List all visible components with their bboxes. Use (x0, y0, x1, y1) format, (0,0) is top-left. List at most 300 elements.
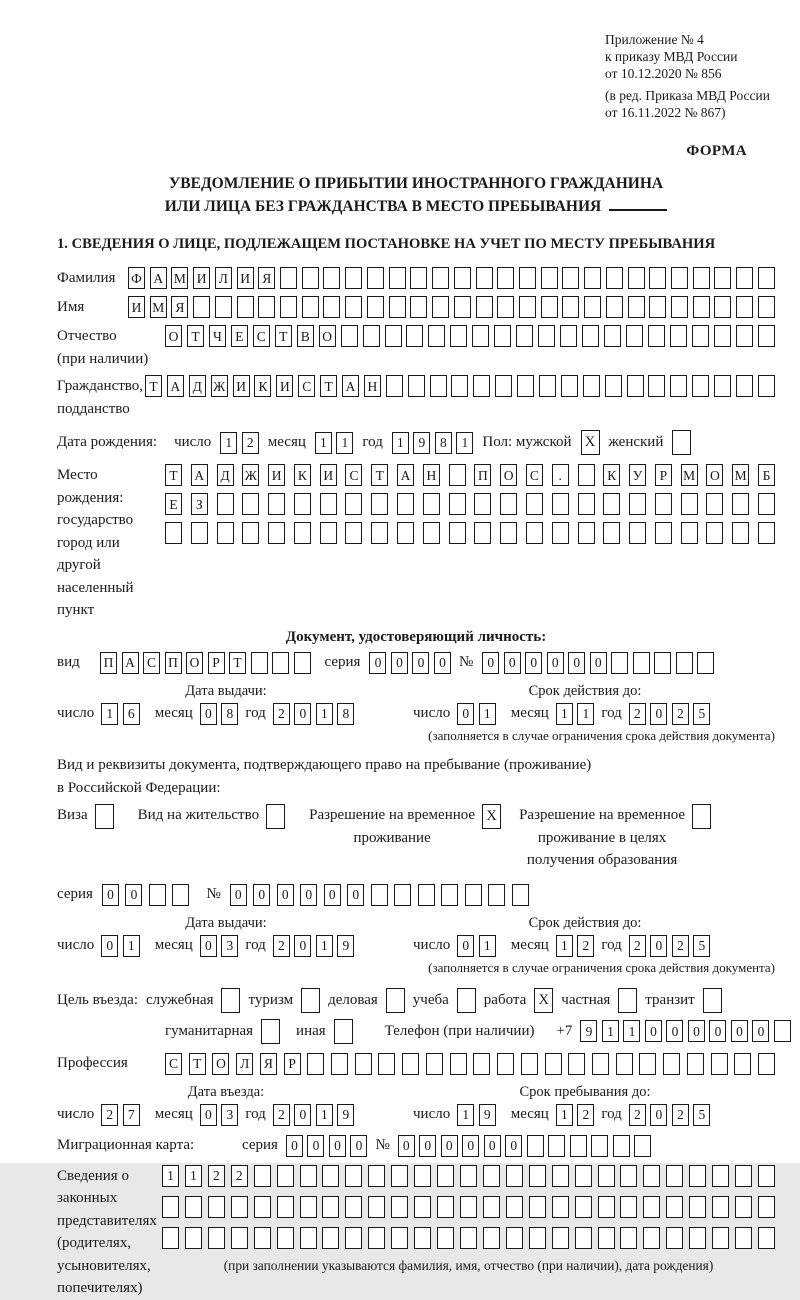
char-cell[interactable] (474, 522, 491, 544)
char-cell[interactable]: Ч (209, 325, 226, 347)
char-cell[interactable] (512, 884, 529, 906)
char-cell[interactable] (368, 1227, 385, 1249)
char-cell[interactable] (529, 1165, 546, 1187)
char-cell[interactable] (217, 493, 234, 515)
char-cell[interactable]: С (143, 652, 160, 674)
char-cell[interactable]: 0 (294, 1104, 311, 1126)
char-cell[interactable] (693, 267, 710, 289)
char-cell[interactable]: 1 (316, 703, 333, 725)
char-cell[interactable] (149, 884, 166, 906)
char-cell[interactable] (450, 1053, 467, 1075)
char-cell[interactable]: А (167, 375, 184, 397)
char-cell[interactable] (258, 296, 275, 318)
char-cell[interactable]: К (603, 464, 620, 486)
char-cell[interactable]: 1 (602, 1020, 619, 1042)
char-cell[interactable]: Ж (211, 375, 228, 397)
char-cell[interactable] (758, 1165, 775, 1187)
char-cell[interactable] (345, 1196, 362, 1218)
char-cell[interactable] (391, 1196, 408, 1218)
char-cell[interactable]: С (345, 464, 362, 486)
char-cell[interactable]: 0 (200, 935, 217, 957)
char-cell[interactable]: 0 (102, 884, 119, 906)
char-cell[interactable] (294, 522, 311, 544)
char-cell[interactable]: 9 (479, 1104, 496, 1126)
char-cell[interactable]: М (150, 296, 167, 318)
char-cell[interactable] (575, 1227, 592, 1249)
char-cell[interactable]: Т (275, 325, 292, 347)
char-cell[interactable]: 0 (253, 884, 270, 906)
char-cell[interactable]: И (237, 267, 254, 289)
char-cell[interactable] (628, 267, 645, 289)
char-cell[interactable] (603, 522, 620, 544)
char-cell[interactable] (185, 1227, 202, 1249)
char-cell[interactable] (526, 522, 543, 544)
char-cell[interactable]: 0 (688, 1020, 705, 1042)
char-cell[interactable] (268, 493, 285, 515)
char-cell[interactable] (497, 267, 514, 289)
char-cell[interactable] (410, 267, 427, 289)
char-cell[interactable] (712, 1196, 729, 1218)
char-cell[interactable] (465, 884, 482, 906)
char-cell[interactable]: Т (165, 464, 182, 486)
char-cell[interactable]: 8 (221, 703, 238, 725)
char-cell[interactable] (545, 1053, 562, 1075)
char-cell[interactable] (437, 1227, 454, 1249)
char-cell[interactable] (497, 296, 514, 318)
char-cell[interactable] (634, 1135, 651, 1157)
char-cell[interactable] (460, 1196, 477, 1218)
char-cell[interactable] (494, 325, 511, 347)
char-cell[interactable]: Л (236, 1053, 253, 1075)
char-cell[interactable]: Т (371, 464, 388, 486)
char-cell[interactable]: Т (320, 375, 337, 397)
char-cell[interactable]: 1 (456, 432, 473, 454)
visa-checkbox[interactable] (95, 804, 114, 829)
char-cell[interactable]: И (193, 267, 210, 289)
char-cell[interactable] (506, 1165, 523, 1187)
char-cell[interactable] (758, 1227, 775, 1249)
char-cell[interactable] (300, 1196, 317, 1218)
char-cell[interactable] (620, 1196, 637, 1218)
char-cell[interactable] (331, 1053, 348, 1075)
char-cell[interactable] (389, 296, 406, 318)
char-cell[interactable]: С (526, 464, 543, 486)
char-cell[interactable] (517, 375, 534, 397)
char-cell[interactable]: 1 (220, 432, 237, 454)
char-cell[interactable]: 2 (101, 1104, 118, 1126)
purpose-work-checkbox[interactable]: X (534, 988, 553, 1013)
char-cell[interactable]: 1 (556, 1104, 573, 1126)
char-cell[interactable]: 0 (547, 652, 564, 674)
char-cell[interactable] (414, 1196, 431, 1218)
char-cell[interactable]: 0 (457, 935, 474, 957)
char-cell[interactable] (449, 464, 466, 486)
char-cell[interactable] (529, 1196, 546, 1218)
char-cell[interactable] (193, 296, 210, 318)
char-cell[interactable]: 0 (294, 703, 311, 725)
char-cell[interactable]: Т (187, 325, 204, 347)
char-cell[interactable] (449, 493, 466, 515)
char-cell[interactable]: Т (189, 1053, 206, 1075)
char-cell[interactable] (217, 522, 234, 544)
char-cell[interactable] (371, 522, 388, 544)
char-cell[interactable] (495, 375, 512, 397)
char-cell[interactable] (506, 1196, 523, 1218)
char-cell[interactable] (671, 267, 688, 289)
char-cell[interactable]: Р (208, 652, 225, 674)
char-cell[interactable] (692, 325, 709, 347)
char-cell[interactable] (483, 1227, 500, 1249)
char-cell[interactable]: Я (260, 1053, 277, 1075)
char-cell[interactable]: 1 (577, 703, 594, 725)
char-cell[interactable] (692, 375, 709, 397)
char-cell[interactable] (666, 1227, 683, 1249)
char-cell[interactable]: О (319, 325, 336, 347)
char-cell[interactable] (242, 522, 259, 544)
char-cell[interactable] (629, 493, 646, 515)
char-cell[interactable] (208, 1227, 225, 1249)
char-cell[interactable]: Ф (128, 267, 145, 289)
char-cell[interactable] (603, 493, 620, 515)
char-cell[interactable] (714, 267, 731, 289)
char-cell[interactable]: С (298, 375, 315, 397)
char-cell[interactable]: Е (165, 493, 182, 515)
char-cell[interactable] (736, 296, 753, 318)
char-cell[interactable]: 0 (457, 703, 474, 725)
char-cell[interactable] (706, 522, 723, 544)
char-cell[interactable]: О (706, 464, 723, 486)
char-cell[interactable] (629, 522, 646, 544)
char-cell[interactable] (711, 1053, 728, 1075)
char-cell[interactable] (671, 296, 688, 318)
char-cell[interactable]: Я (171, 296, 188, 318)
char-cell[interactable] (633, 652, 650, 674)
char-cell[interactable]: Б (758, 464, 775, 486)
char-cell[interactable]: 2 (577, 1104, 594, 1126)
char-cell[interactable] (345, 1165, 362, 1187)
char-cell[interactable] (758, 1196, 775, 1218)
char-cell[interactable]: 0 (369, 652, 386, 674)
char-cell[interactable]: 0 (505, 1135, 522, 1157)
purpose-transit-checkbox[interactable] (703, 988, 722, 1013)
char-cell[interactable]: К (254, 375, 271, 397)
char-cell[interactable]: А (342, 375, 359, 397)
char-cell[interactable]: 0 (752, 1020, 769, 1042)
char-cell[interactable] (758, 1053, 775, 1075)
char-cell[interactable] (712, 1227, 729, 1249)
char-cell[interactable] (389, 267, 406, 289)
char-cell[interactable] (616, 1053, 633, 1075)
char-cell[interactable] (474, 493, 491, 515)
char-cell[interactable]: 2 (629, 935, 646, 957)
char-cell[interactable] (237, 296, 254, 318)
char-cell[interactable]: 3 (221, 935, 238, 957)
char-cell[interactable] (613, 1135, 630, 1157)
char-cell[interactable] (541, 267, 558, 289)
char-cell[interactable] (323, 267, 340, 289)
char-cell[interactable]: 0 (650, 935, 667, 957)
char-cell[interactable] (736, 375, 753, 397)
char-cell[interactable] (500, 493, 517, 515)
char-cell[interactable]: 0 (525, 652, 542, 674)
char-cell[interactable] (386, 375, 403, 397)
char-cell[interactable] (472, 325, 489, 347)
char-cell[interactable] (575, 1165, 592, 1187)
char-cell[interactable]: 0 (650, 703, 667, 725)
char-cell[interactable] (714, 325, 731, 347)
char-cell[interactable] (516, 325, 533, 347)
char-cell[interactable] (162, 1227, 179, 1249)
char-cell[interactable] (732, 522, 749, 544)
char-cell[interactable] (397, 522, 414, 544)
char-cell[interactable]: 0 (666, 1020, 683, 1042)
char-cell[interactable] (402, 1053, 419, 1075)
char-cell[interactable] (430, 375, 447, 397)
char-cell[interactable]: 9 (413, 432, 430, 454)
char-cell[interactable]: 0 (300, 884, 317, 906)
char-cell[interactable] (277, 1227, 294, 1249)
char-cell[interactable] (578, 522, 595, 544)
char-cell[interactable] (432, 267, 449, 289)
char-cell[interactable] (460, 1165, 477, 1187)
char-cell[interactable] (320, 522, 337, 544)
char-cell[interactable] (397, 493, 414, 515)
char-cell[interactable] (454, 267, 471, 289)
char-cell[interactable] (300, 1227, 317, 1249)
char-cell[interactable] (758, 267, 775, 289)
char-cell[interactable]: А (150, 267, 167, 289)
char-cell[interactable] (320, 493, 337, 515)
char-cell[interactable] (628, 296, 645, 318)
char-cell[interactable] (584, 296, 601, 318)
char-cell[interactable] (735, 1227, 752, 1249)
char-cell[interactable] (758, 325, 775, 347)
char-cell[interactable] (734, 1053, 751, 1075)
char-cell[interactable] (592, 1053, 609, 1075)
char-cell[interactable] (584, 267, 601, 289)
char-cell[interactable] (191, 522, 208, 544)
char-cell[interactable] (548, 1135, 565, 1157)
char-cell[interactable] (345, 522, 362, 544)
char-cell[interactable] (367, 267, 384, 289)
char-cell[interactable] (423, 493, 440, 515)
temp-residence-education-checkbox[interactable] (692, 804, 711, 829)
char-cell[interactable]: 1 (336, 432, 353, 454)
char-cell[interactable]: Ж (242, 464, 259, 486)
char-cell[interactable] (488, 884, 505, 906)
char-cell[interactable] (578, 464, 595, 486)
char-cell[interactable]: 1 (457, 1104, 474, 1126)
char-cell[interactable] (363, 325, 380, 347)
char-cell[interactable] (582, 325, 599, 347)
char-cell[interactable] (322, 1196, 339, 1218)
char-cell[interactable]: 0 (350, 1135, 367, 1157)
char-cell[interactable] (689, 1196, 706, 1218)
char-cell[interactable]: 0 (329, 1135, 346, 1157)
char-cell[interactable]: 0 (709, 1020, 726, 1042)
char-cell[interactable] (302, 267, 319, 289)
char-cell[interactable] (280, 296, 297, 318)
char-cell[interactable]: 1 (556, 935, 573, 957)
char-cell[interactable] (406, 325, 423, 347)
char-cell[interactable]: П (474, 464, 491, 486)
char-cell[interactable] (272, 652, 289, 674)
char-cell[interactable]: 2 (273, 935, 290, 957)
char-cell[interactable]: 5 (693, 1104, 710, 1126)
char-cell[interactable]: 0 (434, 652, 451, 674)
char-cell[interactable]: 2 (577, 935, 594, 957)
char-cell[interactable] (476, 267, 493, 289)
char-cell[interactable]: 0 (294, 935, 311, 957)
char-cell[interactable]: 5 (693, 703, 710, 725)
char-cell[interactable] (432, 296, 449, 318)
char-cell[interactable] (519, 296, 536, 318)
char-cell[interactable] (473, 375, 490, 397)
char-cell[interactable]: И (276, 375, 293, 397)
char-cell[interactable] (732, 493, 749, 515)
char-cell[interactable] (345, 296, 362, 318)
char-cell[interactable] (714, 296, 731, 318)
char-cell[interactable] (254, 1196, 271, 1218)
char-cell[interactable]: 1 (185, 1165, 202, 1187)
char-cell[interactable] (538, 325, 555, 347)
char-cell[interactable] (162, 1196, 179, 1218)
sex-female-checkbox[interactable] (672, 430, 691, 455)
char-cell[interactable] (649, 267, 666, 289)
char-cell[interactable]: 8 (435, 432, 452, 454)
char-cell[interactable]: Н (423, 464, 440, 486)
char-cell[interactable] (473, 1053, 490, 1075)
char-cell[interactable]: З (191, 493, 208, 515)
char-cell[interactable] (627, 375, 644, 397)
char-cell[interactable]: В (297, 325, 314, 347)
char-cell[interactable] (561, 375, 578, 397)
char-cell[interactable] (758, 493, 775, 515)
char-cell[interactable] (758, 296, 775, 318)
char-cell[interactable] (606, 267, 623, 289)
char-cell[interactable]: Р (655, 464, 672, 486)
char-cell[interactable] (655, 493, 672, 515)
char-cell[interactable]: Т (229, 652, 246, 674)
char-cell[interactable] (681, 522, 698, 544)
char-cell[interactable] (391, 1165, 408, 1187)
char-cell[interactable]: П (165, 652, 182, 674)
char-cell[interactable]: 2 (672, 1104, 689, 1126)
char-cell[interactable] (611, 652, 628, 674)
char-cell[interactable]: М (732, 464, 749, 486)
char-cell[interactable]: Е (231, 325, 248, 347)
char-cell[interactable] (552, 1165, 569, 1187)
char-cell[interactable] (441, 884, 458, 906)
char-cell[interactable]: Д (217, 464, 234, 486)
char-cell[interactable] (437, 1165, 454, 1187)
char-cell[interactable]: 0 (125, 884, 142, 906)
char-cell[interactable] (280, 267, 297, 289)
char-cell[interactable]: 1 (556, 703, 573, 725)
char-cell[interactable] (670, 375, 687, 397)
char-cell[interactable] (583, 375, 600, 397)
char-cell[interactable]: 2 (273, 1104, 290, 1126)
char-cell[interactable] (242, 493, 259, 515)
purpose-other-checkbox[interactable] (334, 1019, 353, 1044)
char-cell[interactable] (423, 522, 440, 544)
char-cell[interactable]: 1 (479, 935, 496, 957)
char-cell[interactable] (655, 522, 672, 544)
char-cell[interactable] (307, 1053, 324, 1075)
char-cell[interactable]: 0 (347, 884, 364, 906)
char-cell[interactable]: 1 (316, 935, 333, 957)
char-cell[interactable] (368, 1196, 385, 1218)
char-cell[interactable] (758, 522, 775, 544)
char-cell[interactable] (666, 1196, 683, 1218)
char-cell[interactable]: 6 (123, 703, 140, 725)
char-cell[interactable]: О (165, 325, 182, 347)
char-cell[interactable] (294, 493, 311, 515)
char-cell[interactable] (268, 522, 285, 544)
char-cell[interactable] (578, 493, 595, 515)
char-cell[interactable] (670, 325, 687, 347)
char-cell[interactable] (215, 296, 232, 318)
char-cell[interactable]: С (165, 1053, 182, 1075)
char-cell[interactable]: 2 (672, 935, 689, 957)
char-cell[interactable]: А (191, 464, 208, 486)
char-cell[interactable] (562, 267, 579, 289)
char-cell[interactable] (693, 296, 710, 318)
char-cell[interactable] (414, 1165, 431, 1187)
char-cell[interactable]: 2 (672, 703, 689, 725)
char-cell[interactable]: М (681, 464, 698, 486)
char-cell[interactable] (648, 325, 665, 347)
char-cell[interactable] (277, 1165, 294, 1187)
purpose-tourism-checkbox[interactable] (301, 988, 320, 1013)
char-cell[interactable] (606, 296, 623, 318)
char-cell[interactable]: О (186, 652, 203, 674)
char-cell[interactable] (687, 1053, 704, 1075)
char-cell[interactable] (689, 1227, 706, 1249)
char-cell[interactable] (526, 493, 543, 515)
char-cell[interactable]: У (629, 464, 646, 486)
char-cell[interactable]: 0 (230, 884, 247, 906)
residence-permit-checkbox[interactable] (266, 804, 285, 829)
char-cell[interactable]: Т (145, 375, 162, 397)
purpose-humanitarian-checkbox[interactable] (261, 1019, 280, 1044)
char-cell[interactable]: 0 (324, 884, 341, 906)
char-cell[interactable]: И (233, 375, 250, 397)
char-cell[interactable]: Я (258, 267, 275, 289)
char-cell[interactable] (560, 325, 577, 347)
char-cell[interactable] (426, 1053, 443, 1075)
char-cell[interactable] (454, 296, 471, 318)
char-cell[interactable] (654, 652, 671, 674)
char-cell[interactable] (277, 1196, 294, 1218)
char-cell[interactable]: 0 (286, 1135, 303, 1157)
char-cell[interactable]: Н (364, 375, 381, 397)
char-cell[interactable] (451, 375, 468, 397)
char-cell[interactable] (385, 325, 402, 347)
char-cell[interactable] (604, 325, 621, 347)
char-cell[interactable] (449, 522, 466, 544)
char-cell[interactable]: 0 (101, 935, 118, 957)
char-cell[interactable] (418, 884, 435, 906)
char-cell[interactable] (497, 1053, 514, 1075)
char-cell[interactable] (483, 1165, 500, 1187)
char-cell[interactable] (620, 1227, 637, 1249)
sex-male-checkbox[interactable]: X (581, 430, 600, 455)
char-cell[interactable] (541, 296, 558, 318)
char-cell[interactable]: 1 (101, 703, 118, 725)
char-cell[interactable]: 0 (200, 1104, 217, 1126)
char-cell[interactable] (568, 1053, 585, 1075)
